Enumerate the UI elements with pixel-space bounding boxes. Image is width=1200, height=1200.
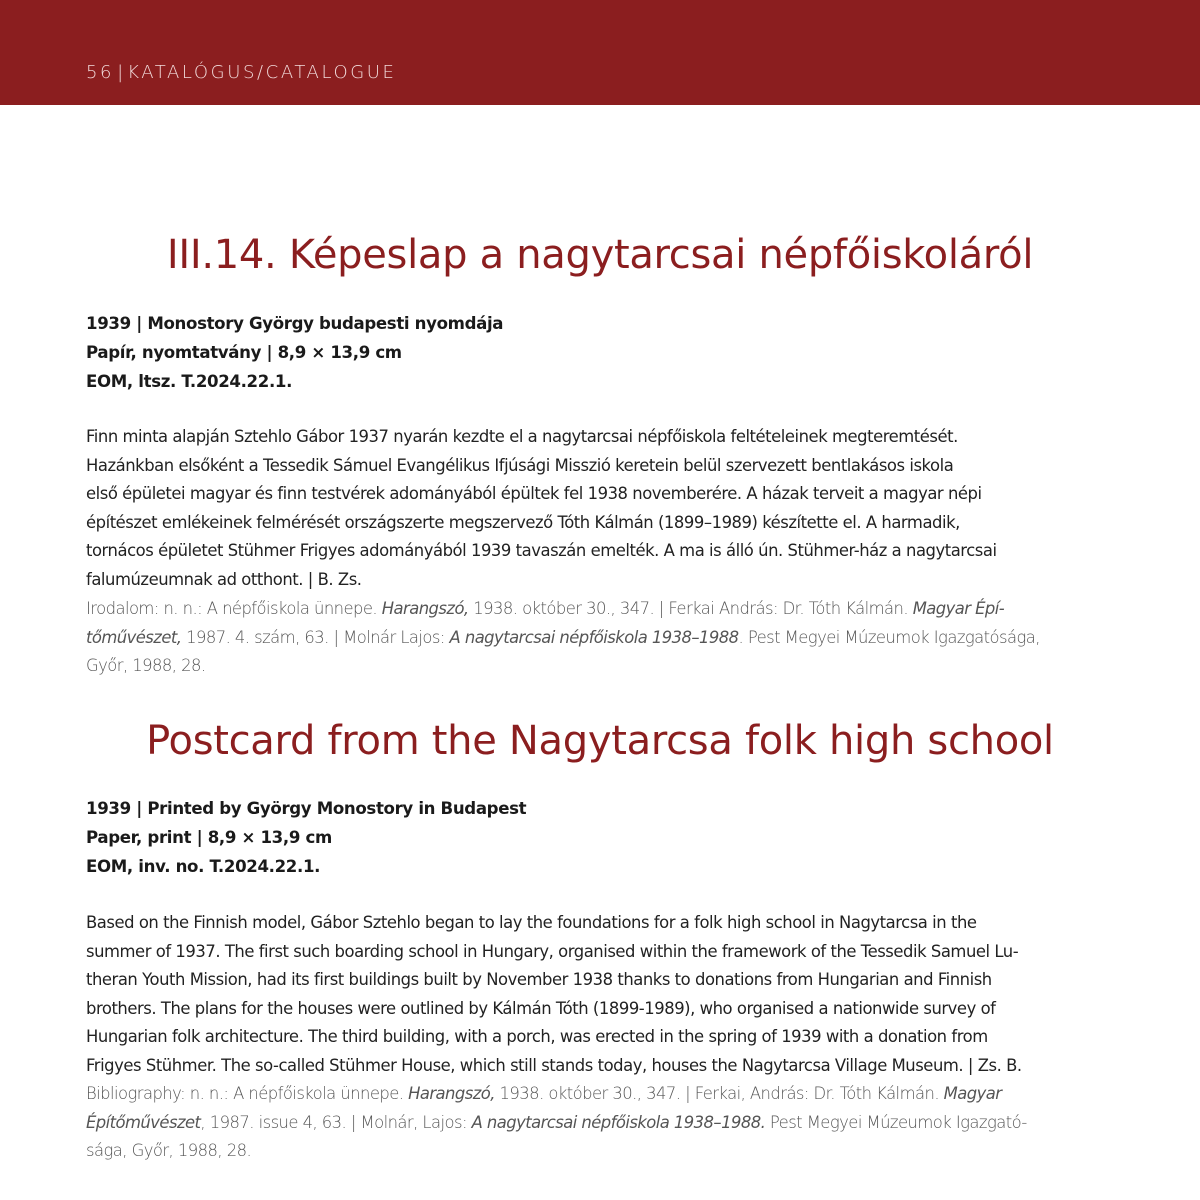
meta-material-size: Paper, print | 8,9 × 13,9 cm [86, 828, 332, 847]
bibliography-line [86, 1080, 1126, 1109]
meta-inventory: EOM, ltsz. T.2024.22.1. [86, 372, 293, 391]
bib-italic: Harangszó, [381, 599, 469, 618]
bibliography-line: sága, Győr, 1988, 28. [86, 1141, 252, 1161]
body-line: Finn minta alapján Sztehlo Gábor 1937 nyarán kezdte el a nagytarcsai népfőiskola feltételeinek megteremtését. [86, 427, 958, 446]
body-line: falumúzeumnak ad otthont. | B. Zs. [86, 569, 362, 589]
body-hungarian [86, 423, 1126, 595]
bibliography-line [86, 624, 1126, 653]
meta-material-size: Papír, nyomtatvány | 8,9 × 13,9 cm [86, 343, 402, 362]
bib-text: Bibliography: n. n.: A népfőiskola ünnepe. [86, 1084, 409, 1103]
bib-text: , 1987. issue 4, 63. | Molnár, Lajos: [200, 1112, 472, 1132]
section-label: KATALÓGUS/CATALOGUE [127, 62, 397, 83]
bibliography-hungarian [86, 595, 1126, 681]
bibliography-line [86, 1109, 1126, 1138]
bib-italic: Magyar Épí- [912, 599, 1005, 618]
meta-english [86, 794, 1126, 881]
body-line: theran Youth Mission, had its first buildings built by November 1938 thanks to donations from Hungarian and Finnish [86, 970, 992, 990]
body-line: Frigyes Stühmer. The so-called Stühmer House, which still stands today, houses the Nagytarcsa Village Museum. | Zs. B. [86, 1055, 1022, 1075]
page-number: 56 [86, 62, 115, 83]
meta-date-printer: 1939 | Monostory György budapesti nyomdája [86, 314, 504, 333]
bib-italic: tőművészet, [86, 627, 182, 647]
body-line: Hungarian folk architecture. The third building, with a porch, was erected in the spring of 1939 with a donation from [86, 1027, 988, 1047]
meta-hungarian [86, 309, 1126, 396]
bib-italic: A nagytarcsai népfőiskola 1938–1988. [471, 1112, 766, 1132]
bib-text: 1938. október 30., 347. | Ferkai, András: Dr. Tóth Kálmán. [494, 1084, 944, 1103]
bibliography-english [86, 1080, 1126, 1166]
bib-text: 1938. október 30., 347. | Ferkai András: Dr. Tóth Kálmán. [468, 599, 913, 618]
bib-italic: Harangszó, [408, 1084, 495, 1103]
body-line: summer of 1937. The first such boarding school in Hungary, organised within the framework of the Tessedik Samuel Lu- [86, 941, 1019, 961]
body-line: tornácos épületet Stühmer Frigyes adományából 1939 tavaszán emelték. A ma is álló ún. Stühmer-ház a nagytarcsai [86, 541, 997, 561]
bib-text: . Pest Megyei Múzeumok Igazgatósága, [738, 627, 1040, 647]
body-line: építészet emlékeinek felmérését országszerte megszervező Tóth Kálmán (1899–1989) készítette el. A harmadik, [86, 512, 960, 532]
bib-text: 1987. 4. szám, 63. | Molnár Lajos: [181, 627, 450, 647]
body-line: Hazánkban elsőként a Tessedik Sámuel Evangélikus Ifjúsági Misszió keretein belül szervezett bentlakásos iskola [86, 455, 954, 475]
bibliography-line [86, 595, 1126, 624]
body-line: brothers. The plans for the houses were outlined by Kálmán Tóth (1899-1989), who organised a nationwide survey of [86, 998, 996, 1018]
bib-italic: Magyar [943, 1084, 1002, 1103]
bib-text: Pest Megyei Múzeumok Igazgató- [765, 1112, 1027, 1132]
meta-date-printer: 1939 | Printed by György Monostory in Budapest [86, 799, 527, 818]
bibliography-line: Győr, 1988, 28. [86, 656, 206, 676]
meta-inventory: EOM, inv. no. T.2024.22.1. [86, 857, 321, 876]
header-separator: | [117, 62, 124, 83]
bib-text: Irodalom: n. n.: A népfőiskola ünnepe. [86, 599, 382, 618]
header-band [0, 0, 1200, 105]
bib-italic: A nagytarcsai népfőiskola 1938–1988 [449, 627, 739, 647]
title-hungarian: III.14. Képeslap a nagytarcsai népfőiskoláról [166, 232, 1034, 278]
body-english [86, 909, 1126, 1081]
body-line: első épületei magyar és finn testvérek adományából épültek fel 1938 novemberére. A házak terveit a magyar népi [86, 484, 982, 504]
running-head [86, 62, 397, 83]
bib-italic: Építőművészet [86, 1112, 201, 1132]
body-line: Based on the Finnish model, Gábor Sztehlo began to lay the foundations for a folk high school in Nagytarcsa in the [86, 913, 977, 932]
title-english: Postcard from the Nagytarcsa folk high school [146, 718, 1054, 764]
